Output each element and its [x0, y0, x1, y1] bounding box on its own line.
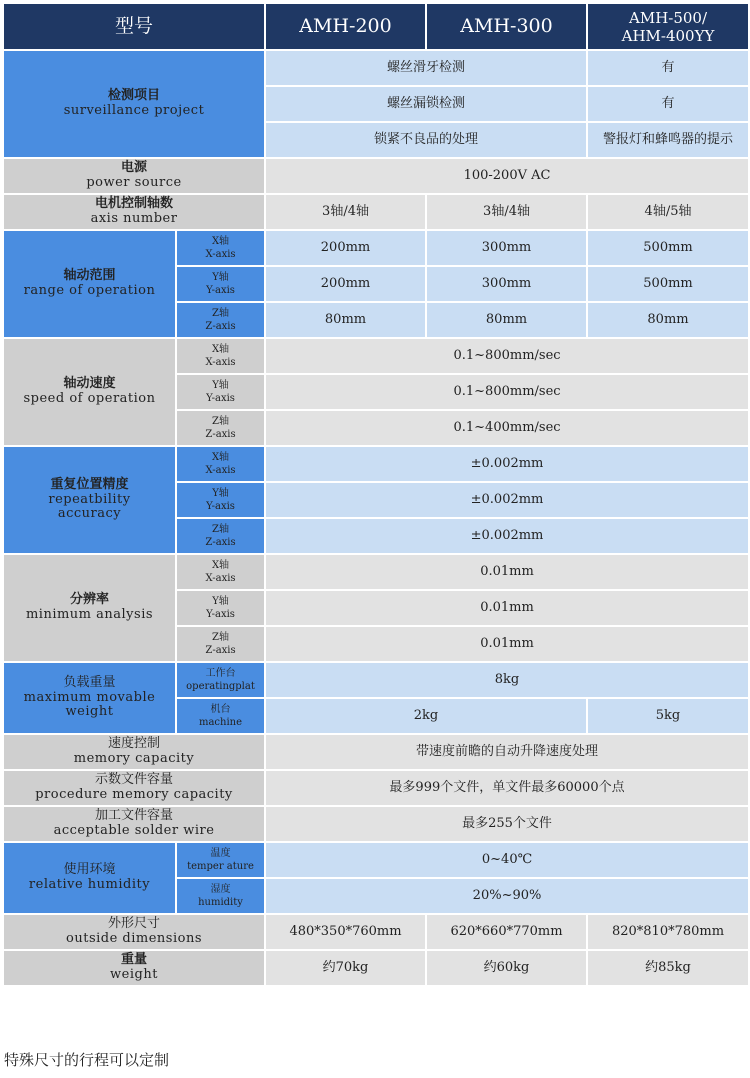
- axis-count-row: [4, 195, 748, 229]
- repeat-label-en2: accuracy: [57, 506, 122, 522]
- inspection-value: 有: [588, 87, 748, 121]
- axis-x-label: [177, 339, 264, 373]
- size-value: 820*810*780mm: [588, 915, 748, 949]
- range-label: [4, 231, 175, 337]
- temperature-en: temper ature: [187, 861, 254, 872]
- axis-z-en: Z-axis: [205, 645, 236, 656]
- environment-label-zh: 使用环境: [63, 862, 116, 878]
- resolution-label-en: minimum analysis: [25, 607, 154, 622]
- load-label-en1: maximum movable: [23, 689, 156, 705]
- speed-control-label: [4, 735, 264, 769]
- resolution-label-zh: 分辨率: [69, 592, 109, 608]
- axis-count-value: 3轴/4轴: [427, 195, 586, 229]
- worktable-label: [177, 663, 264, 697]
- weight-value: 约85kg: [588, 951, 748, 985]
- process-file-label-zh: 加工文件容量: [95, 808, 174, 824]
- resolution-value: 0.01mm: [266, 555, 748, 589]
- resolution-value: 0.01mm: [266, 627, 748, 661]
- load-label-en2: weight: [65, 704, 114, 720]
- axis-y-label: [177, 591, 264, 625]
- humidity-label: [177, 879, 264, 913]
- axis-y-zh: Y轴: [212, 379, 229, 391]
- load-row-table: [4, 663, 748, 697]
- axis-z-label: [177, 411, 264, 445]
- repeat-label: [4, 447, 175, 553]
- axis-x-zh: X轴: [211, 343, 230, 355]
- size-label: [4, 915, 264, 949]
- axis-z-zh: Z轴: [212, 523, 229, 535]
- size-row: [4, 915, 748, 949]
- range-value: 80mm: [427, 303, 586, 337]
- speed-value: 0.1~800mm/sec: [266, 375, 748, 409]
- axis-y-en: Y-axis: [206, 501, 235, 512]
- range-value: 300mm: [427, 231, 586, 265]
- repeat-row-x: [4, 447, 748, 481]
- axis-y-en: Y-axis: [206, 609, 235, 620]
- axis-z-en: Z-axis: [205, 537, 236, 548]
- worktable-en: operatingplat: [186, 681, 255, 692]
- repeat-value: ±0.002mm: [266, 447, 748, 481]
- axis-x-label: [177, 555, 264, 589]
- weight-label-zh: 重量: [121, 952, 148, 968]
- inspection-label-zh: 检测项目: [108, 88, 161, 104]
- speed-value: 0.1~800mm/sec: [266, 339, 748, 373]
- weight-value: 约70kg: [266, 951, 425, 985]
- load-label-zh: 负载重量: [63, 674, 116, 690]
- load-label: [4, 663, 175, 733]
- process-file-label-en: acceptable solder wire: [53, 823, 215, 838]
- load-machine-value: 2kg: [266, 699, 586, 733]
- axis-x-label: [177, 231, 264, 265]
- axis-x-en: X-axis: [205, 357, 236, 368]
- worktable-zh: 工作台: [205, 667, 236, 679]
- weight-value: 约60kg: [427, 951, 586, 985]
- speed-control-row: [4, 735, 748, 769]
- axis-x-label: [177, 447, 264, 481]
- range-label-zh: 轴动范围: [63, 268, 116, 284]
- resolution-value: 0.01mm: [266, 591, 748, 625]
- range-row-x: [4, 231, 748, 265]
- range-value: 500mm: [588, 231, 748, 265]
- environment-label-en: relative humidity: [28, 877, 151, 892]
- load-machine-value: 5kg: [588, 699, 748, 733]
- speed-control-label-en: memory capacity: [73, 751, 195, 766]
- axis-x-en: X-axis: [205, 465, 236, 476]
- axis-z-zh: Z轴: [212, 415, 229, 427]
- axis-z-en: Z-axis: [205, 429, 236, 440]
- machine-label: [177, 699, 264, 733]
- temperature-value: 0~40℃: [266, 843, 748, 877]
- teach-file-label-zh: 示数文件容量: [95, 772, 174, 788]
- teach-file-label-en: procedure memory capacity: [35, 787, 233, 802]
- axis-y-label: [177, 483, 264, 517]
- speed-label-en: speed of operation: [23, 391, 156, 406]
- axis-count-value: 3轴/4轴: [266, 195, 425, 229]
- range-value: 200mm: [266, 231, 425, 265]
- size-value: 620*660*770mm: [427, 915, 586, 949]
- environment-label: [4, 843, 175, 913]
- axis-z-label: [177, 303, 264, 337]
- axis-x-en: X-axis: [205, 573, 236, 584]
- speed-label: [4, 339, 175, 445]
- size-label-en: outside dimensions: [66, 931, 202, 946]
- temperature-zh: 温度: [210, 847, 231, 859]
- axis-z-zh: Z轴: [212, 307, 229, 319]
- humidity-zh: 湿度: [210, 883, 231, 895]
- range-value: 80mm: [588, 303, 748, 337]
- weight-label-en: weight: [110, 967, 158, 982]
- range-value: 80mm: [266, 303, 425, 337]
- axis-z-label: [177, 519, 264, 553]
- weight-label: [4, 951, 264, 985]
- power-label: [4, 159, 264, 193]
- axis-z-en: Z-axis: [205, 321, 236, 332]
- machine-en: machine: [198, 717, 243, 728]
- size-value: 480*350*760mm: [266, 915, 425, 949]
- axis-x-zh: X轴: [211, 559, 230, 571]
- teach-file-value: 最多999个文件，单文件最多60000个点: [266, 771, 748, 805]
- speed-value: 0.1~400mm/sec: [266, 411, 748, 445]
- speed-control-value: 带速度前瞻的自动升降速度处理: [266, 735, 748, 769]
- axis-x-en: X-axis: [205, 249, 236, 260]
- axis-y-en: Y-axis: [206, 393, 235, 404]
- repeat-label-zh: 重复位置精度: [50, 476, 129, 492]
- axis-z-zh: Z轴: [212, 631, 229, 643]
- axis-z-label: [177, 627, 264, 661]
- process-file-label: [4, 807, 264, 841]
- inspection-row-1: [4, 51, 748, 85]
- inspection-value: 有: [588, 51, 748, 85]
- model-amh500-line2: AHM-400YY: [621, 26, 715, 45]
- machine-zh: 机台: [210, 703, 231, 715]
- axis-count-value: 4轴/5轴: [588, 195, 748, 229]
- range-value: 500mm: [588, 267, 748, 301]
- humidity-value: 20%~90%: [266, 879, 748, 913]
- axis-y-zh: Y轴: [212, 487, 229, 499]
- axis-y-zh: Y轴: [212, 271, 229, 283]
- inspection-label: [4, 51, 264, 157]
- repeat-value: ±0.002mm: [266, 519, 748, 553]
- axis-y-en: Y-axis: [206, 285, 235, 296]
- environment-row-temp: [4, 843, 748, 877]
- footnote: 特殊尺寸的行程可以定制: [4, 1051, 170, 1069]
- axis-y-zh: Y轴: [212, 595, 229, 607]
- resolution-row-x: [4, 555, 748, 589]
- speed-label-zh: 轴动速度: [63, 376, 116, 392]
- teach-file-label: [4, 771, 264, 805]
- power-row: [4, 159, 748, 193]
- inspection-item: 螺丝漏锁检测: [266, 87, 586, 121]
- model-amh500-header: [588, 4, 748, 49]
- repeat-label-en1: repeatbility: [48, 491, 131, 507]
- axis-y-label: [177, 267, 264, 301]
- spec-table: [2, 2, 750, 987]
- temperature-label: [177, 843, 264, 877]
- inspection-label-en: surveillance project: [63, 103, 205, 118]
- speed-row-x: [4, 339, 748, 373]
- inspection-item: 螺丝滑牙检测: [266, 51, 586, 85]
- model-amh500-line1: AMH-500/: [629, 8, 708, 27]
- inspection-item: 锁紧不良品的处理: [266, 123, 586, 157]
- model-amh200-header: AMH-200: [266, 4, 425, 49]
- process-file-row: [4, 807, 748, 841]
- header-row: [4, 4, 748, 49]
- axis-count-label-zh: 电机控制轴数: [95, 196, 174, 212]
- model-amh300-header: AMH-300: [427, 4, 586, 49]
- teach-file-row: [4, 771, 748, 805]
- weight-row: [4, 951, 748, 985]
- process-file-value: 最多255个文件: [266, 807, 748, 841]
- repeat-value: ±0.002mm: [266, 483, 748, 517]
- axis-count-label: [4, 195, 264, 229]
- range-value: 300mm: [427, 267, 586, 301]
- size-label-zh: 外形尺寸: [108, 916, 161, 932]
- inspection-value: 警报灯和蜂鸣器的提示: [588, 123, 748, 157]
- model-header: 型号: [4, 4, 264, 49]
- axis-x-zh: X轴: [211, 451, 230, 463]
- resolution-label: [4, 555, 175, 661]
- axis-x-zh: X轴: [211, 235, 230, 247]
- power-label-zh: 电源: [121, 160, 148, 176]
- humidity-en: humidity: [198, 897, 243, 908]
- speed-control-label-zh: 速度控制: [108, 736, 161, 752]
- axis-y-label: [177, 375, 264, 409]
- load-worktable-value: 8kg: [266, 663, 748, 697]
- range-value: 200mm: [266, 267, 425, 301]
- axis-count-label-en: axis number: [90, 211, 178, 226]
- power-label-en: power source: [86, 175, 182, 190]
- range-label-en: range of operation: [23, 283, 156, 298]
- power-value: 100-200V AC: [266, 159, 748, 193]
